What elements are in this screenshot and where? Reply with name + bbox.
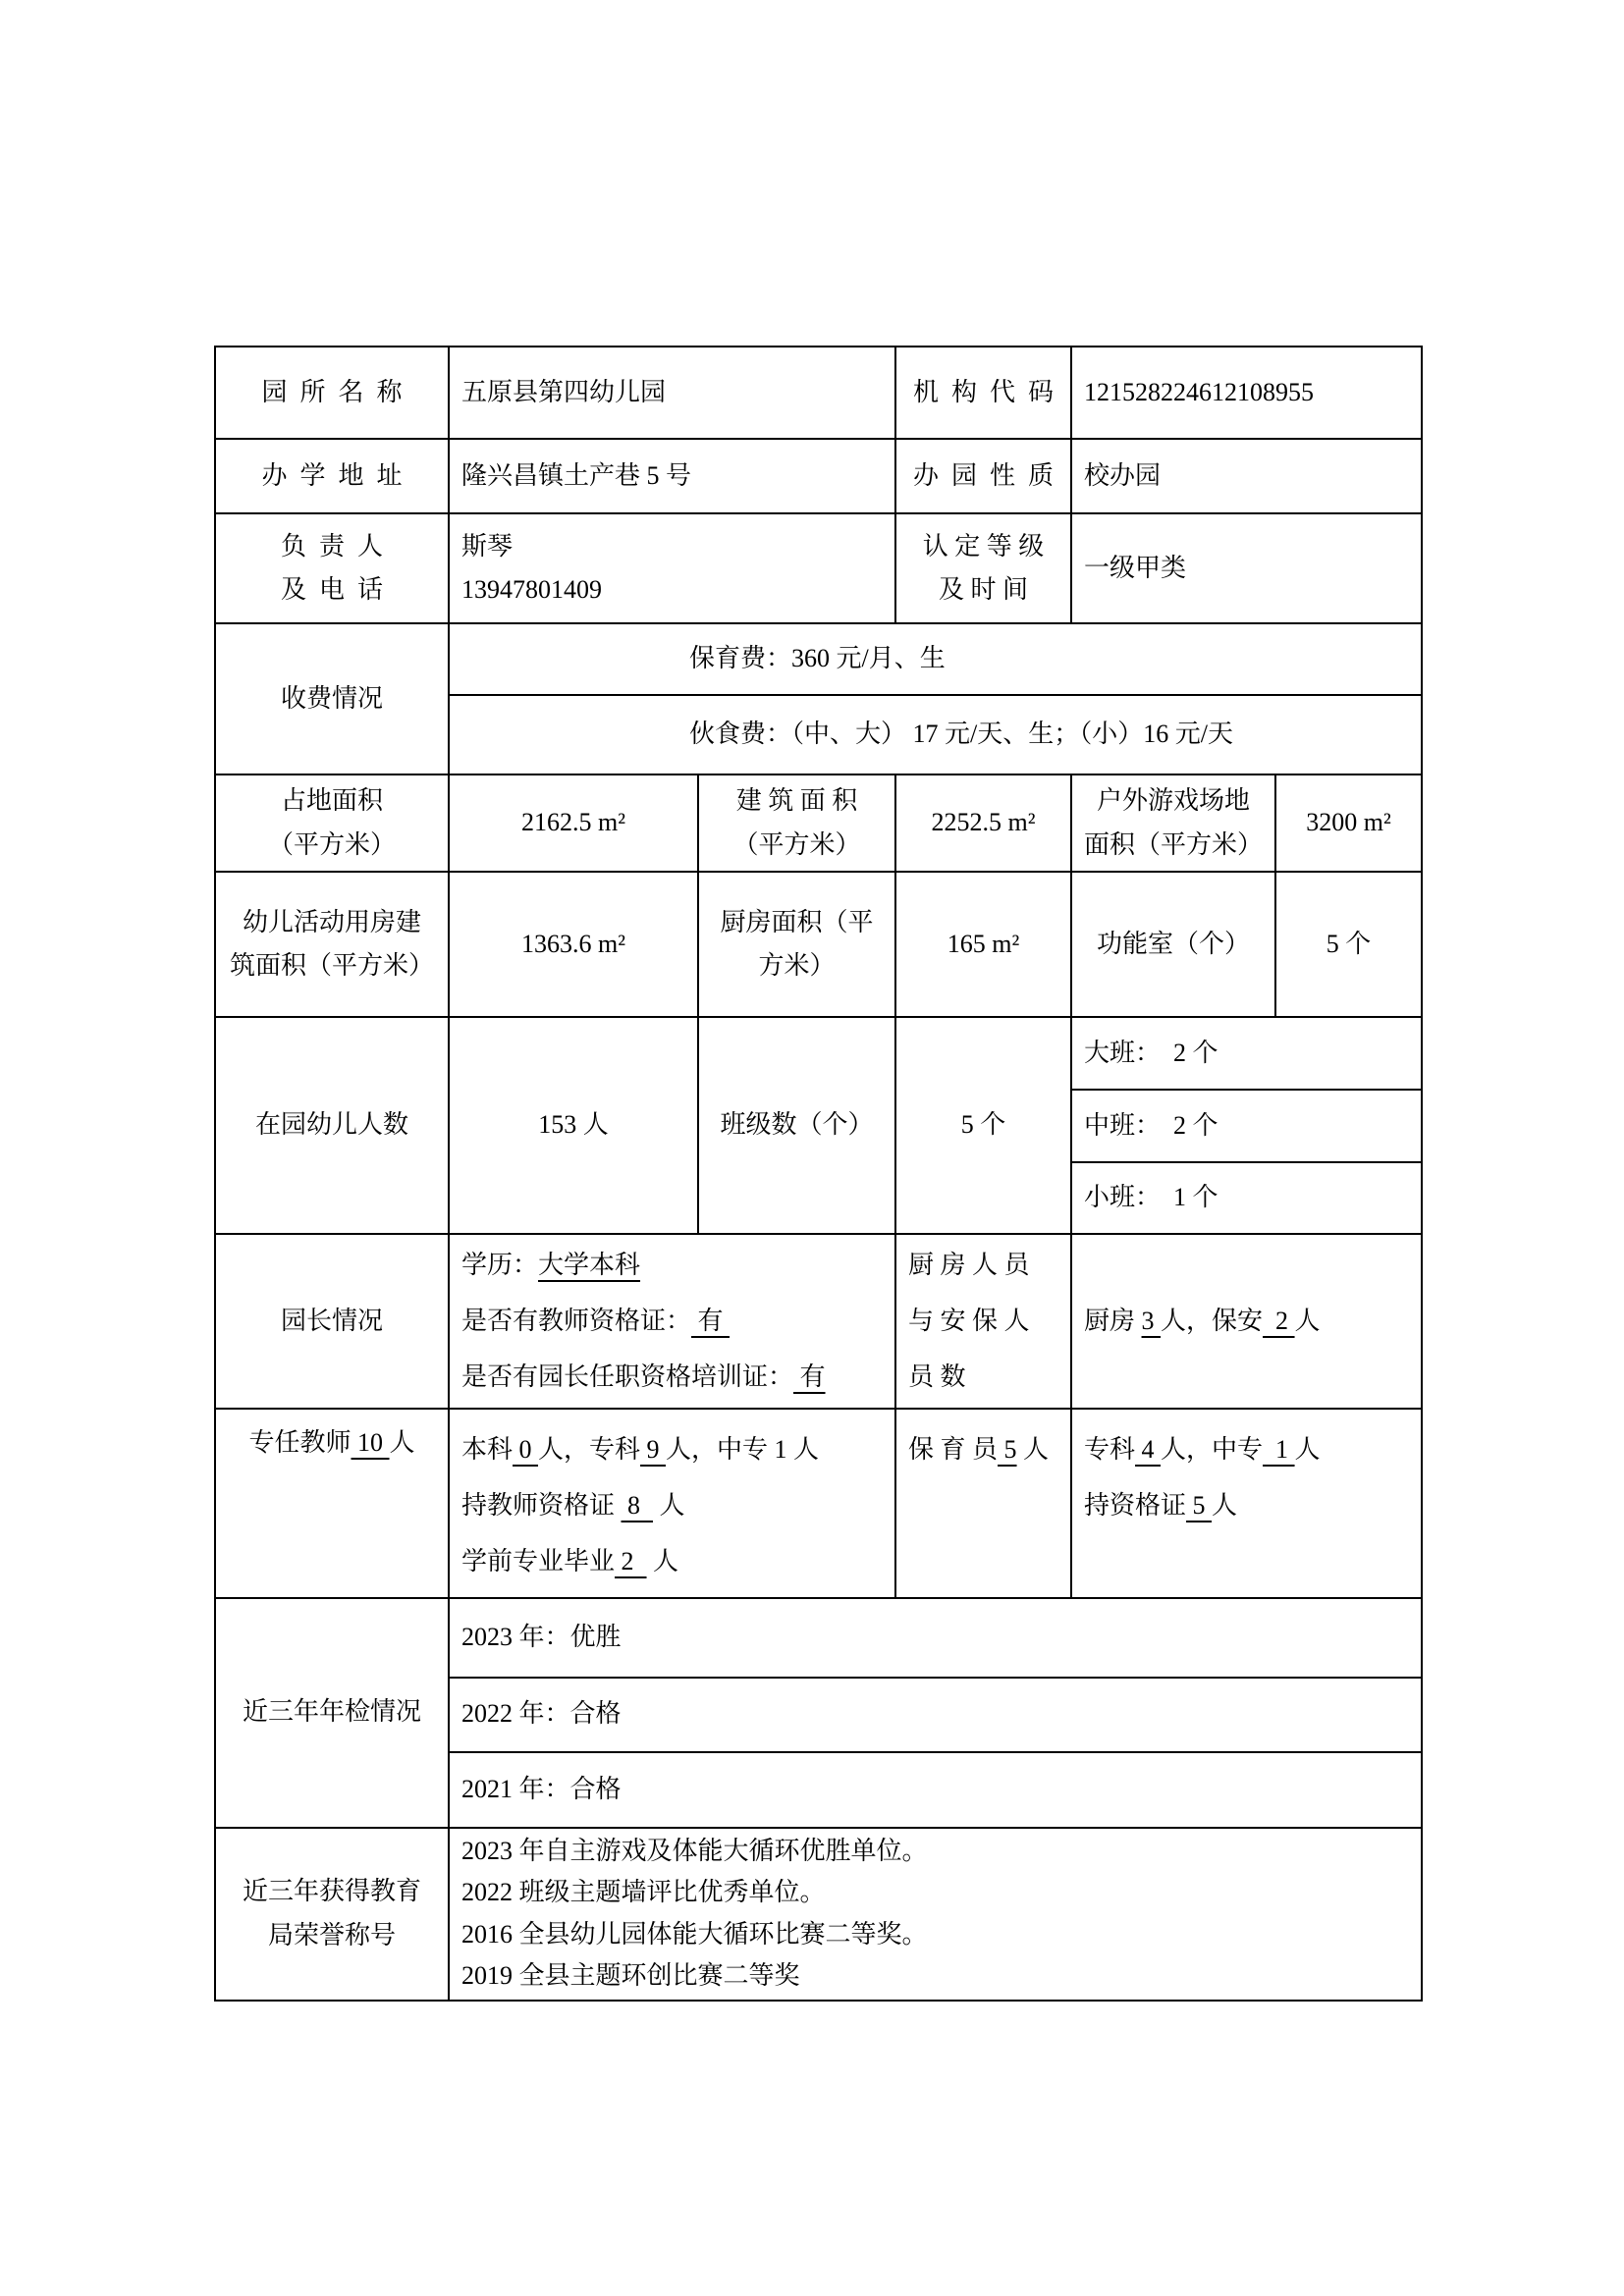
row-honors xyxy=(215,1828,1422,2001)
row-teachers xyxy=(215,1409,1422,1598)
underlined-value: 5 xyxy=(1186,1490,1213,1520)
grade-label xyxy=(895,513,1071,623)
text-line xyxy=(461,1477,883,1533)
kindergarten-info-table xyxy=(214,346,1423,2002)
text-segment: 人，中专 xyxy=(1161,1434,1264,1464)
underlined-value: 大学本科 xyxy=(538,1251,641,1279)
text-line: 2022 班级主题墙评比优秀单位。 xyxy=(461,1878,826,1907)
underlined-value: 10 xyxy=(351,1427,390,1457)
children-count-label: 在园幼儿人数 xyxy=(215,1017,449,1234)
teachers-detail-value xyxy=(449,1409,895,1598)
text-line: 员 数 xyxy=(908,1362,966,1392)
underlined-value: 3 xyxy=(1141,1306,1162,1335)
underlined-value: 2 xyxy=(1263,1306,1295,1335)
text-segment: 人，中专 1 人 xyxy=(666,1434,820,1464)
text-segment: 人，保安 xyxy=(1161,1306,1264,1335)
text-line xyxy=(220,1421,444,1465)
row-address xyxy=(215,439,1422,513)
function-rooms-value: 5 个 xyxy=(1275,872,1422,1017)
text-segment: 是否有教师资格证： xyxy=(461,1307,692,1336)
building-area-label xyxy=(698,774,895,872)
text-line: 13947801409 xyxy=(461,575,602,604)
care-fee-value: 保育费：360 元/月、生 xyxy=(449,623,1422,695)
address-label: 办 学 地 址 xyxy=(215,439,449,513)
honors-label xyxy=(215,1828,449,2001)
text-line: 建 筑 面 积 xyxy=(735,786,858,816)
text-line: 幼儿活动用房建 xyxy=(242,907,421,936)
text-segment: 人 xyxy=(653,1490,685,1520)
row-park-name xyxy=(215,347,1422,439)
class-junior: 小班： 1 个 xyxy=(1071,1162,1422,1234)
underlined-value: 0 xyxy=(513,1434,539,1464)
text-segment: 人，专科 xyxy=(538,1434,641,1464)
text-segment: 持资格证 xyxy=(1084,1490,1187,1520)
text-segment: 人 xyxy=(1212,1490,1238,1520)
underlined-value: 有 xyxy=(691,1307,731,1336)
class-count-label: 班级数（个） xyxy=(698,1017,895,1234)
meal-fee-value: 伙食费：（中、大） 17 元/天、生；（小）16 元/天 xyxy=(449,695,1422,774)
underlined-value: 有 xyxy=(793,1362,826,1392)
text-line: 面积（平方米） xyxy=(1084,829,1264,859)
text-segment: 专科 xyxy=(1084,1434,1136,1464)
text-line: 厨房面积（平 xyxy=(720,907,874,936)
text-line xyxy=(1084,1477,1409,1533)
row-children-classes xyxy=(215,1017,1422,1090)
text-line: 占地面积 xyxy=(280,786,383,816)
text-line: 2019 全县主题环创比赛二等奖 xyxy=(461,1960,800,1990)
text-line: 厨 房 人 员 xyxy=(908,1251,1030,1279)
class-senior: 大班： 2 个 xyxy=(1071,1017,1422,1090)
text-line: 2023 年自主游戏及体能大循环优胜单位。 xyxy=(461,1837,928,1866)
text-line: 方米） xyxy=(758,951,836,980)
children-count-value: 153 人 xyxy=(449,1017,698,1234)
kitchen-area-label xyxy=(698,872,895,1017)
land-area-value: 2162.5 m² xyxy=(449,774,698,872)
park-name-label: 园 所 名 称 xyxy=(215,347,449,439)
fees-label: 收费情况 xyxy=(215,623,449,774)
underlined-value: 1 xyxy=(1263,1434,1295,1464)
row-activity-area xyxy=(215,872,1422,1017)
text-line: 斯琴 xyxy=(461,531,514,561)
land-area-label xyxy=(215,774,449,872)
text-line xyxy=(1084,1300,1409,1343)
kitchen-security-value xyxy=(1071,1234,1422,1409)
kitchen-security-label xyxy=(895,1234,1071,1409)
text-line: （平方米） xyxy=(267,829,396,859)
text-segment: 人 xyxy=(1294,1306,1321,1335)
caregivers-label xyxy=(895,1409,1071,1598)
text-line xyxy=(461,1533,883,1589)
text-segment: 持教师资格证 xyxy=(461,1490,622,1520)
text-line: 局荣誉称号 xyxy=(267,1920,396,1949)
school-type-label: 办 园 性 质 xyxy=(895,439,1071,513)
inspection-label: 近三年年检情况 xyxy=(215,1598,449,1828)
teachers-label xyxy=(215,1409,449,1598)
text-line: （平方米） xyxy=(732,829,861,859)
outdoor-area-label xyxy=(1071,774,1275,872)
principal-info-value xyxy=(449,1234,895,1409)
text-segment: 本科 xyxy=(461,1434,514,1464)
text-line: 负 责 人 xyxy=(280,531,383,561)
underlined-value: 4 xyxy=(1135,1434,1162,1464)
principal-label xyxy=(215,513,449,623)
row-land-area xyxy=(215,774,1422,872)
text-line xyxy=(1084,1421,1409,1477)
org-code-label: 机 构 代 码 xyxy=(895,347,1071,439)
row-principal-info xyxy=(215,1234,1422,1409)
activity-area-value: 1363.6 m² xyxy=(449,872,698,1017)
class-count-value: 5 个 xyxy=(895,1017,1071,1234)
text-line xyxy=(461,1293,883,1349)
text-line: 与 安 保 人 xyxy=(908,1307,1030,1336)
underlined-value: 9 xyxy=(640,1434,667,1464)
row-principal xyxy=(215,513,1422,623)
text-line: 户外游戏场地 xyxy=(1097,786,1251,816)
text-line: 近三年获得教育 xyxy=(242,1877,421,1906)
text-segment: 是否有园长任职资格培训证： xyxy=(461,1362,794,1392)
honors-value xyxy=(449,1828,1422,2001)
text-segment: 人 xyxy=(389,1427,415,1457)
activity-area-label xyxy=(215,872,449,1017)
underlined-value: 5 xyxy=(998,1434,1017,1464)
text-line: 及 电 话 xyxy=(280,575,383,604)
text-line: 及 时 间 xyxy=(939,575,1029,604)
text-line xyxy=(461,1237,883,1293)
grade-value: 一级甲类 xyxy=(1071,513,1422,623)
inspection-2023: 2023 年：优胜 xyxy=(449,1598,1422,1678)
text-segment: 人 xyxy=(1016,1434,1050,1464)
caregivers-detail-value xyxy=(1071,1409,1422,1598)
building-area-value: 2252.5 m² xyxy=(895,774,1071,872)
kitchen-area-value: 165 m² xyxy=(895,872,1071,1017)
text-segment: 人 xyxy=(646,1546,679,1575)
underlined-value: 8 xyxy=(621,1490,654,1520)
text-segment: 保 育 员 xyxy=(908,1434,999,1464)
text-line: 认 定 等 级 xyxy=(922,531,1045,561)
text-segment: 学前专业毕业 xyxy=(461,1546,616,1575)
text-segment: 专任教师 xyxy=(248,1427,352,1457)
text-line xyxy=(461,1349,883,1405)
function-rooms-label: 功能室（个） xyxy=(1071,872,1275,1017)
row-inspection-2023 xyxy=(215,1598,1422,1678)
park-name-value: 五原县第四幼儿园 xyxy=(449,347,895,439)
text-line xyxy=(461,1421,883,1477)
text-segment: 学历： xyxy=(461,1251,539,1279)
address-value: 隆兴昌镇土产巷 5 号 xyxy=(449,439,895,513)
text-segment: 厨房 xyxy=(1084,1306,1142,1335)
org-code-value: 121528224612108955 xyxy=(1071,347,1422,439)
text-line xyxy=(908,1421,1058,1477)
text-line: 筑面积（平方米） xyxy=(229,951,434,980)
underlined-value: 2 xyxy=(615,1546,647,1575)
principal-info-label: 园长情况 xyxy=(215,1234,449,1409)
text-line: 2016 全县幼儿园体能大循环比赛二等奖。 xyxy=(461,1919,928,1949)
outdoor-area-value: 3200 m² xyxy=(1275,774,1422,872)
row-fees-care xyxy=(215,623,1422,695)
school-type-value: 校办园 xyxy=(1071,439,1422,513)
inspection-2022: 2022 年：合格 xyxy=(449,1678,1422,1752)
principal-value xyxy=(449,513,895,623)
inspection-2021: 2021 年：合格 xyxy=(449,1752,1422,1828)
text-segment: 人 xyxy=(1294,1434,1321,1464)
class-middle: 中班： 2 个 xyxy=(1071,1090,1422,1162)
